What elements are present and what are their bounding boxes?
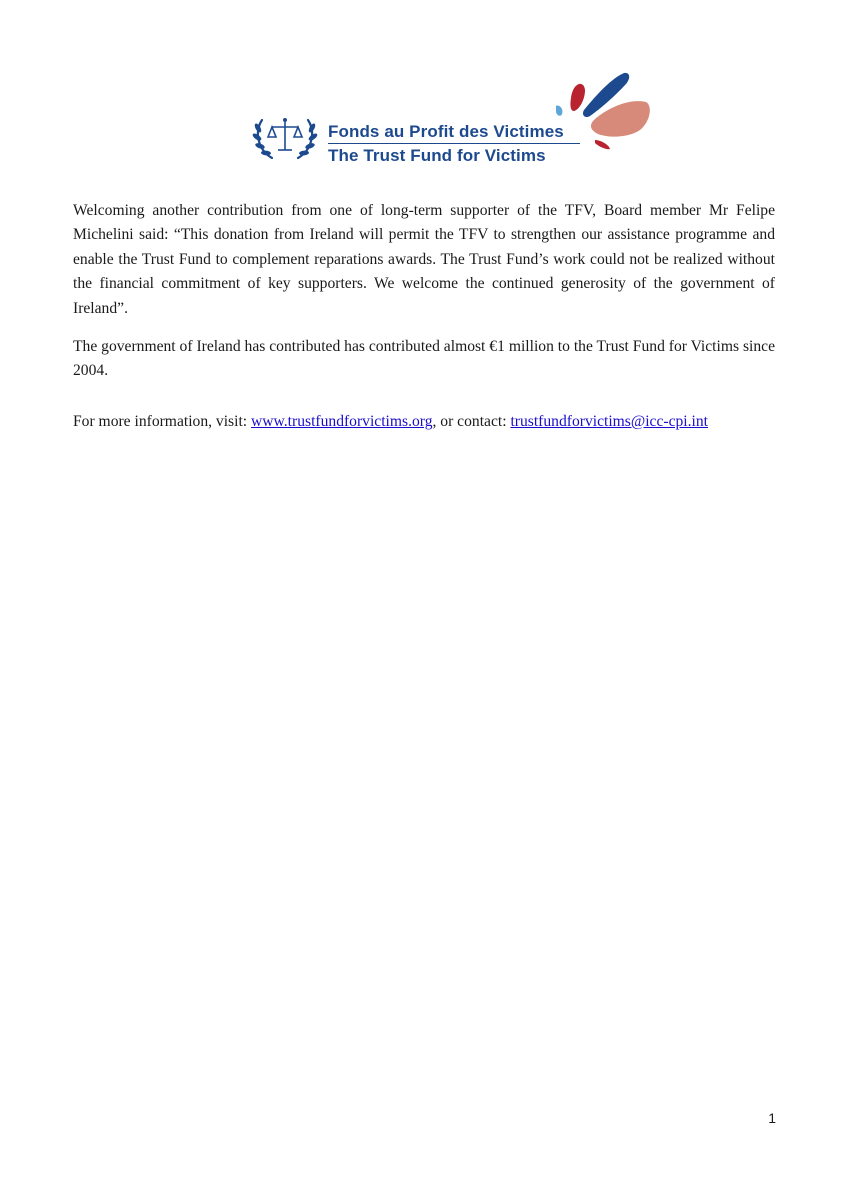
quote-paragraph: Welcoming another contribution from one of long-term supporter of the TFV, Board member Mr Felipe Michelini said: “This donation from Ireland will permit the TFV to strengthen our assistance programme and enable the Trust Fund to complement reparations awards. The Trust Fund’s work could not be realized without the financial commitment of key supporters. We welcome the continued generosity of the government of Ireland”. [73, 202, 775, 317]
info-middle: , or contact: [432, 412, 511, 430]
website-link[interactable]: www.trustfundforvictims.org [251, 412, 433, 430]
contact-info-paragraph [73, 410, 775, 434]
logo-divider [328, 143, 580, 144]
press-release-body [73, 199, 775, 448]
contribution-paragraph: The government of Ireland has contributed has contributed almost €1 million to the Trust Fund for Victims since 2004. [73, 338, 775, 380]
logo-title-french: Fonds au Profit des Victimes [328, 122, 564, 141]
icc-emblem-icon [252, 118, 319, 158]
email-link[interactable]: trustfundforvictims@icc-cpi.int [510, 412, 708, 430]
page-number: 1 [768, 1110, 776, 1126]
tfv-logo [252, 70, 652, 170]
logo-text [328, 121, 580, 167]
info-prefix: For more information, visit: [73, 412, 252, 430]
logo-title-english: The Trust Fund for Victims [328, 146, 546, 165]
